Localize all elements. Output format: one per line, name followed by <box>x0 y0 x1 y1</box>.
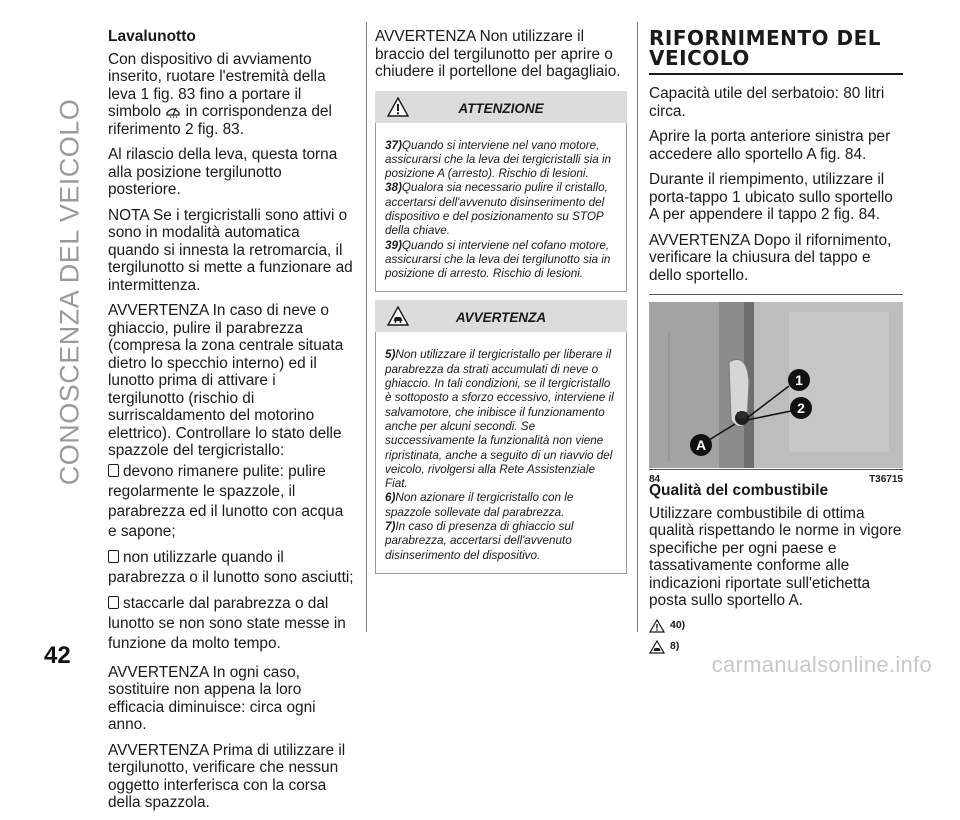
column-divider <box>366 22 367 632</box>
item-text: Quando si interviene nel cofano motore, assicurarsi che la leva dei tergilunotto sia in posizione di arresto. Rischio di lesioni. <box>385 238 611 281</box>
fuel-door-illustration <box>649 302 903 468</box>
list-item <box>108 594 354 654</box>
checkbox-bullet-icon <box>108 596 119 609</box>
item-number: 39) <box>385 238 402 252</box>
reference-item <box>649 637 903 658</box>
item-number: 6) <box>385 491 396 505</box>
side-chapter-title <box>40 12 100 572</box>
safety-item <box>385 239 620 282</box>
column-left <box>108 28 354 820</box>
paragraph: Al rilascio della leva, questa torna alla posizione tergilunotto posteriore. <box>108 146 338 198</box>
list-item <box>108 462 354 542</box>
checkbox-bullet-icon <box>108 550 119 563</box>
avvertenza-title: AVVERTENZA <box>455 310 547 326</box>
item-number: 38) <box>385 181 402 195</box>
item-text: Non azionare il tergicristallo con le spazzole sollevate dal parabrezza. <box>385 491 574 519</box>
warning-triangle-icon <box>649 619 665 633</box>
reference-item <box>649 616 903 637</box>
warning-paragraph: AVVERTENZA In ogni caso, sostituire non appena la loro efficacia diminuisce: circa ogni anno. <box>108 663 316 733</box>
safety-item <box>385 139 620 182</box>
reference-list <box>649 616 903 658</box>
rear-wiper-icon <box>165 104 181 118</box>
figure-top-rule <box>649 294 903 295</box>
list-item-text: devono rimanere pulite: pulire regolarmente le spazzole, il parabrezza ed il lunotto con acqua e sapone; <box>108 462 344 540</box>
reference-number: 40) <box>670 619 686 632</box>
item-number: 7) <box>385 520 396 534</box>
fuel-door-photo <box>649 302 903 468</box>
avvertenza-panel-body <box>375 332 627 573</box>
column-right <box>649 28 903 658</box>
svg-text:A: A <box>695 437 707 453</box>
item-text: Quando si interviene nel vano motore, assicurarsi che la leva dei tergicristalli sia in posizione A (arresto). Rischio di lesioni. <box>385 138 612 181</box>
paragraph-text: Con dispositivo di avviamento inserito, ruotare l'estremità della leva 1 fig. 83 fino a portare il simbolo <box>108 50 326 120</box>
figure-number: 84 <box>649 474 661 485</box>
car-damage-icon <box>649 640 665 654</box>
paragraph <box>108 51 354 139</box>
list-item-text: staccarle dal parabrezza o dal lunotto se non sono state messe in funzione da molto tempo. <box>108 594 346 652</box>
warning-paragraph: AVVERTENZA In caso di neve o ghiaccio, pulire il parabrezza (compresa la zona centrale situata dietro lo specchio interno) ed il lunotto prima di attivare i tergilunotto (rischio di surriscaldamento del motorino elettrico). Controllare lo stato delle spazzole del tergicristallo: <box>108 302 344 459</box>
figure-bottom-rule <box>649 469 903 470</box>
item-number: 5) <box>385 348 396 362</box>
checkbox-bullet-icon <box>108 464 119 477</box>
callout-1 <box>788 369 810 391</box>
warning-paragraph: AVVERTENZA Dopo il rifornimento, verificare la chiusura del tappo e dello sportello. <box>649 231 892 284</box>
safety-item <box>385 520 620 563</box>
paragraph: Capacità utile del serbatoio: 80 litri circa. <box>649 85 885 120</box>
safety-item <box>385 181 620 238</box>
warning-paragraph: AVVERTENZA Prima di utilizzare il tergilunotto, verificare che nessun oggetto interferisca con la corsa della spazzola. <box>108 741 346 811</box>
column-divider <box>637 22 638 632</box>
callout-A <box>690 434 712 456</box>
paragraph: Aprire la porta anteriore sinistra per accedere allo sportello A fig. 84. <box>649 128 891 163</box>
list-item <box>108 548 354 588</box>
item-text: In caso di presenza di ghiaccio sul parabrezza, accertarsi dell'avvenuto disinserimento del dispositivo. <box>385 520 574 562</box>
safety-item <box>385 348 620 491</box>
paragraph-text: in corrispondenza del riferimento 2 fig. 83. <box>108 103 332 138</box>
section-heading-lavalunotto: Lavalunotto <box>108 28 196 45</box>
paragraph: Durante il riempimento, utilizzare il porta-tappo 1 ubicato sullo sportello A per appendere il tappo 2 fig. 84. <box>649 171 893 223</box>
paragraph: Utilizzare combustibile di ottima qualità rispettando le norme in vigore specifiche per ogni paese e tassativamente conforme alle indicazioni riportate sull'etichetta posta sullo sportello A. <box>649 504 902 609</box>
svg-text:1: 1 <box>795 372 803 388</box>
attenzione-panel-header <box>375 91 627 123</box>
item-text: Non utilizzare il tergicristallo per liberare il parabrezza da strati accumulati di neve o ghiaccio. In tali condizioni, se il tergicristallo è sottoposto a sforzo eccessivo, interviene il salvamotore, che inibisce il funzionamento anche per alcuni secondi. Se successivamente la funzionalità non viene ripristinata, anche a seguito di un riavvio del veicolo, rivolgersi alla Rete Assistenziale Fiat. <box>385 348 614 491</box>
figure-code: T36715 <box>869 474 903 485</box>
side-chapter-title-text: CONOSCENZA DEL VEICOLO <box>54 98 85 486</box>
attenzione-title: ATTENZIONE <box>458 100 544 116</box>
attenzione-panel-body <box>375 123 627 293</box>
item-number: 37) <box>385 138 402 152</box>
callout-2 <box>790 397 812 419</box>
figure-84 <box>649 294 903 485</box>
svg-text:2: 2 <box>797 400 805 416</box>
watermark: carmanualsonline.info <box>711 652 932 677</box>
item-text: Qualora sia necessario pulire il cristallo, accertarsi dell'avvenuto disinserimento del dispositivo e del posizionamento su STOP della chiave. <box>385 181 608 238</box>
column-middle <box>375 28 627 574</box>
safety-item <box>385 491 620 520</box>
avvertenza-panel-header <box>375 300 627 332</box>
warning-paragraph: AVVERTENZA Non utilizzare il braccio del tergilunotto per aprire o chiudere il portellone del bagagliaio. <box>375 28 621 80</box>
section-title-rifornimento: RIFORNIMENTO DEL VEICOLO <box>649 28 903 75</box>
reference-number: 8) <box>670 640 680 653</box>
list-item-text: non utilizzarle quando il parabrezza o il lunotto sono asciutti; <box>108 548 354 586</box>
note-paragraph: NOTA Se i tergicristalli sono attivi o sono in modalità automatica quando si innesta la retromarcia, il tergilunotto si mette a funzionare ad intermittenza. <box>108 206 353 294</box>
page-number: 42 <box>44 642 71 669</box>
section-heading-qualita: Qualità del combustibile <box>649 482 829 499</box>
